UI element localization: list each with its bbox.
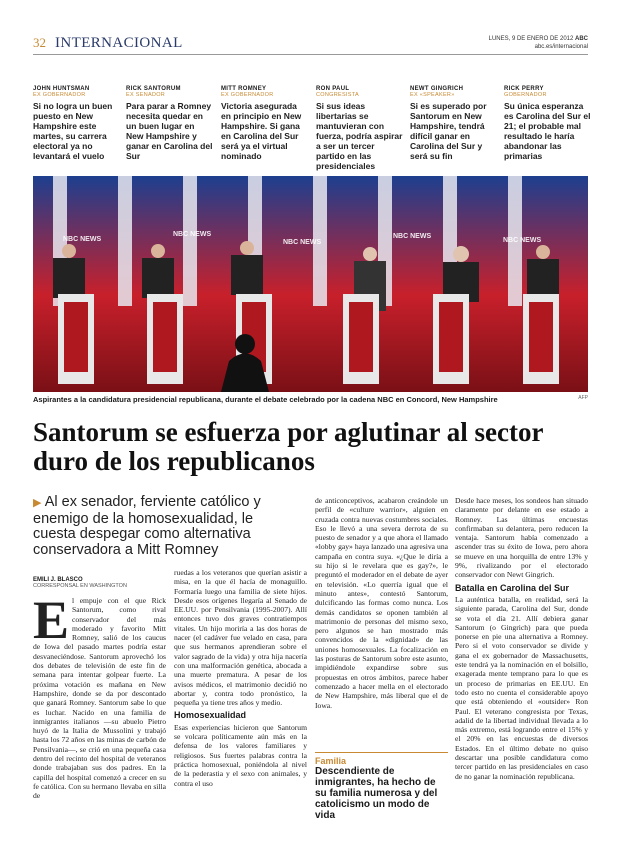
column-text: Esas experiencias hicieron que Santorum se volcara políticamente aún más en la defensa de los valores familiares y religiosos. Sus fuertes palabras contra la práctica homosexual, poniéndola al nivel de la pederastia y el sexo con animales, y contra el uso — [174, 722, 307, 788]
candidate-role: EX SENADOR — [126, 92, 166, 98]
candidate-name: NEWT GINGRICH — [410, 86, 464, 92]
column-4 — [455, 496, 588, 781]
debate-photo — [33, 176, 588, 392]
candidate-paul — [316, 86, 404, 171]
candidate-santorum — [126, 86, 214, 161]
candidate-quote: Si no logra un buen puesto en New Hampshire este martes, su carrera electoral ya no levantará el vuelo — [33, 101, 113, 161]
candidate-quote: Si es superado por Santorum en New Hampshire, tendrá difícil ganar en Carolina del Sur y será su fin — [410, 101, 487, 161]
author-name: EMILI J. BLASCO — [33, 577, 83, 583]
sidebar-text: Descendiente de inmigrantes, ha hecho de su familia numerosa y del catolicismo un modo de vida — [315, 766, 438, 821]
header-date: LUNES, 9 DE ENERO DE 2012 — [488, 36, 574, 42]
column-text: ruedas a los veteranos que querían asistir a misa, en la que él hacía de monaguillo. Formaría luego una familia de siete hijos. Desde esos orígenes llegaría al Senado de EE.UU. por Pensilvania (1995-2007). Allí entonces tuvo dos graves contratiempos vitales. Un hijo moriría a las dos horas de nacer (el cadáver fue velado en casa, para que sus hermanos aprendieran sobre el valor sagrado de la vida) y otra hija nacería con una malformación genética, abocada a una muerte prematura. A pesar de los avisos médicos, el matrimonio decidió no abortar y, contra todo pronóstico, la pequeña ya tiene tres años y medio. — [174, 568, 307, 708]
subheading: Homosexualidad — [174, 710, 247, 721]
column-2 — [174, 568, 307, 788]
header-date-block — [489, 35, 588, 51]
candidate-romney — [221, 86, 309, 161]
candidate-name: MITT ROMNEY — [221, 86, 267, 92]
backdrop-logo: NBC NEWS — [503, 237, 542, 244]
drop-cap: E — [33, 590, 70, 650]
author-location: CORRESPONSAL EN WASHINGTON — [33, 583, 127, 589]
header-brand: ABC — [575, 36, 588, 42]
article-lead — [33, 495, 281, 558]
candidate-name: RON PAUL — [316, 86, 350, 92]
backdrop-logo: NBC NEWS — [393, 233, 432, 240]
photo-credit: AFP — [578, 395, 588, 401]
candidate-role: GOBERNADOR — [504, 92, 547, 98]
column-text: de anticonceptivos, acabaron creándole un perfil de «culture warrior», alguien en cruzada contra nuevas costumbres sociales. Eso le llevó a una severa derrota de su puesto de senador y a que ahora el llamado «lobby gay» haya lanzado una agresiva una campaña en contra suya. «¿Que le diría a su hijo si le revelara que es gay?», le preguntó el moderador en el debate de ayer en televisión. «Lo querría igual que el minuto antes», contestó Santorum, dulcificando las formas como nunca. Los demás candidatos se oponen también al matrimonio de personas del mismo sexo, pero algunos se han mostrado más convencidos de la «dignidad» de las uniones homosexuales. La focalización en las posturas de Santorum sobre este asunto, impidiéndole expandirse sobre sus propuestas en otros ámbitos, parece haber comenzado a hacer mella en el electorado de New Hampshire, más liberal que el de Iowa. — [315, 496, 448, 710]
candidate-role: EX «SPEAKER» — [410, 92, 455, 98]
column-text: l empuje con el que Rick Santorum, como rival conservador del más moderado y favorito Mitt Romney, salió de los caucus de Iowa del pasado martes podría estar desvaneciéndose. Santorum aprovechó los dos debates de televisión de este fin de semana para intentar golpear fuerte. La próxima votación es mañana en New Hampshire, donde se da por descontado que ganará Romney. Santorum sabe lo que es luchar. Nacido en una familia de inmigrantes italianos —su abuelo Pietro huyó de la Italia de Mussolini y trabajó hasta los 72 años en las minas de carbón de Pensilvania—, se crió en una pequeña casa dentro del recinto del hospital de veteranos donde trabajaban sus dos padres. En la capilla del hospital comenzó a crecer en su fe católica. Con su hermano llevaba en silla de — [33, 596, 166, 801]
candidate-quote: Si sus ideas libertarias se mantuvieran con fuerza, podría aspirar a ser un tercer partido en las presidenciales — [316, 101, 403, 171]
photo-caption-text: Aspirantes a la candidatura presidencial republicana, durante el debate celebrado por la cadena NBC en Concord, New Hampshire — [33, 395, 498, 404]
page-header — [33, 35, 588, 55]
candidate-role: EX GOBERNADOR — [33, 92, 86, 98]
article-lead-text: Al ex senador, ferviente católico y enemigo de la homosexualidad, le cuesta despegar como alternativa conservadora a Mitt Romney — [33, 494, 261, 558]
candidate-quote: Victoria asegurada en principio en New Hampshire. Si gana en Carolina del Sur será ya el virtual nominado — [221, 101, 302, 161]
column-text: Desde hace meses, los sondeos han situado claramente por delante en ese estado a Romney. Las últimas encuestas confirmaban su delantera, pero reducen la ventaja. Santorum había comenzado a ascender tras su éxito de Iowa, pero ahora se mueve en una horquilla de entre 13% y 9%, rivalizando por el electorado conservador con Newt Gingrich. — [455, 496, 588, 580]
triangle-bullet-icon: ▶ — [33, 497, 42, 509]
byline — [33, 577, 163, 589]
column-1 — [33, 590, 166, 801]
candidate-gingrich — [410, 86, 498, 161]
debate-photo-illustration — [33, 176, 588, 392]
section-title: INTERNACIONAL — [55, 35, 183, 51]
candidate-huntsman — [33, 86, 121, 161]
sidebar-kicker: Familia — [315, 756, 347, 766]
backdrop-logo: NBC NEWS — [283, 239, 322, 246]
page-number: 32 — [33, 35, 46, 50]
candidate-name: RICK SANTORUM — [126, 86, 181, 92]
column-3 — [315, 496, 448, 710]
backdrop-logo: NBC NEWS — [173, 231, 212, 238]
candidate-perry — [504, 86, 592, 161]
photo-caption — [33, 395, 588, 404]
sidebar-box — [315, 752, 448, 821]
candidate-role: CONGRESISTA — [316, 92, 359, 98]
subheading: Batalla en Carolina del Sur — [455, 582, 570, 593]
candidate-quote: Su única esperanza es Carolina del Sur el 21; el probable mal resultado le haría abandonar las primarias — [504, 101, 591, 161]
column-text: La auténtica batalla, en realidad, será la siguiente parada, Carolina del Sur, donde se vota el día 21. Allí debiera ganar Santorum (o Gingrich) para que pueda ponerse en pie una alternativa a Romney. Pero si el voto conservador se divide y gana el ex gobernador de Massachusetts, este tendrá ya la nominación en el bolsillo, exagerada mente temprano para lo que es un proceso de primarias en EE.UU. En todo esto no cuenta el considerable apoyo que está obteniendo el «outsider» Ron Paul. El veterano congresista por Texas, adalid de la libertad individual llevada a lo más extremo, está logrando entre el 15% y el 20% en las encuestas de diversos Estados. En el último debate no quiso descartar una posible candidatura como tercer partido en las presidenciales en caso de no ganar la nominación republicana. — [455, 594, 588, 781]
candidate-role: EX GOBERNADOR — [221, 92, 274, 98]
header-url[interactable]: abc.es/internacional — [534, 44, 588, 50]
backdrop-logo: NBC NEWS — [63, 236, 102, 243]
candidate-name: JOHN HUNTSMAN — [33, 86, 90, 92]
candidate-quote: Para parar a Romney necesita quedar en un buen lugar en New Hampshire y ganar en Carolina del Sur — [126, 101, 213, 161]
article-headline: Santorum se esfuerza por aglutinar al sector duro de los republicanos — [33, 417, 543, 476]
candidate-name: RICK PERRY — [504, 86, 544, 92]
candidates-strip — [33, 86, 591, 171]
